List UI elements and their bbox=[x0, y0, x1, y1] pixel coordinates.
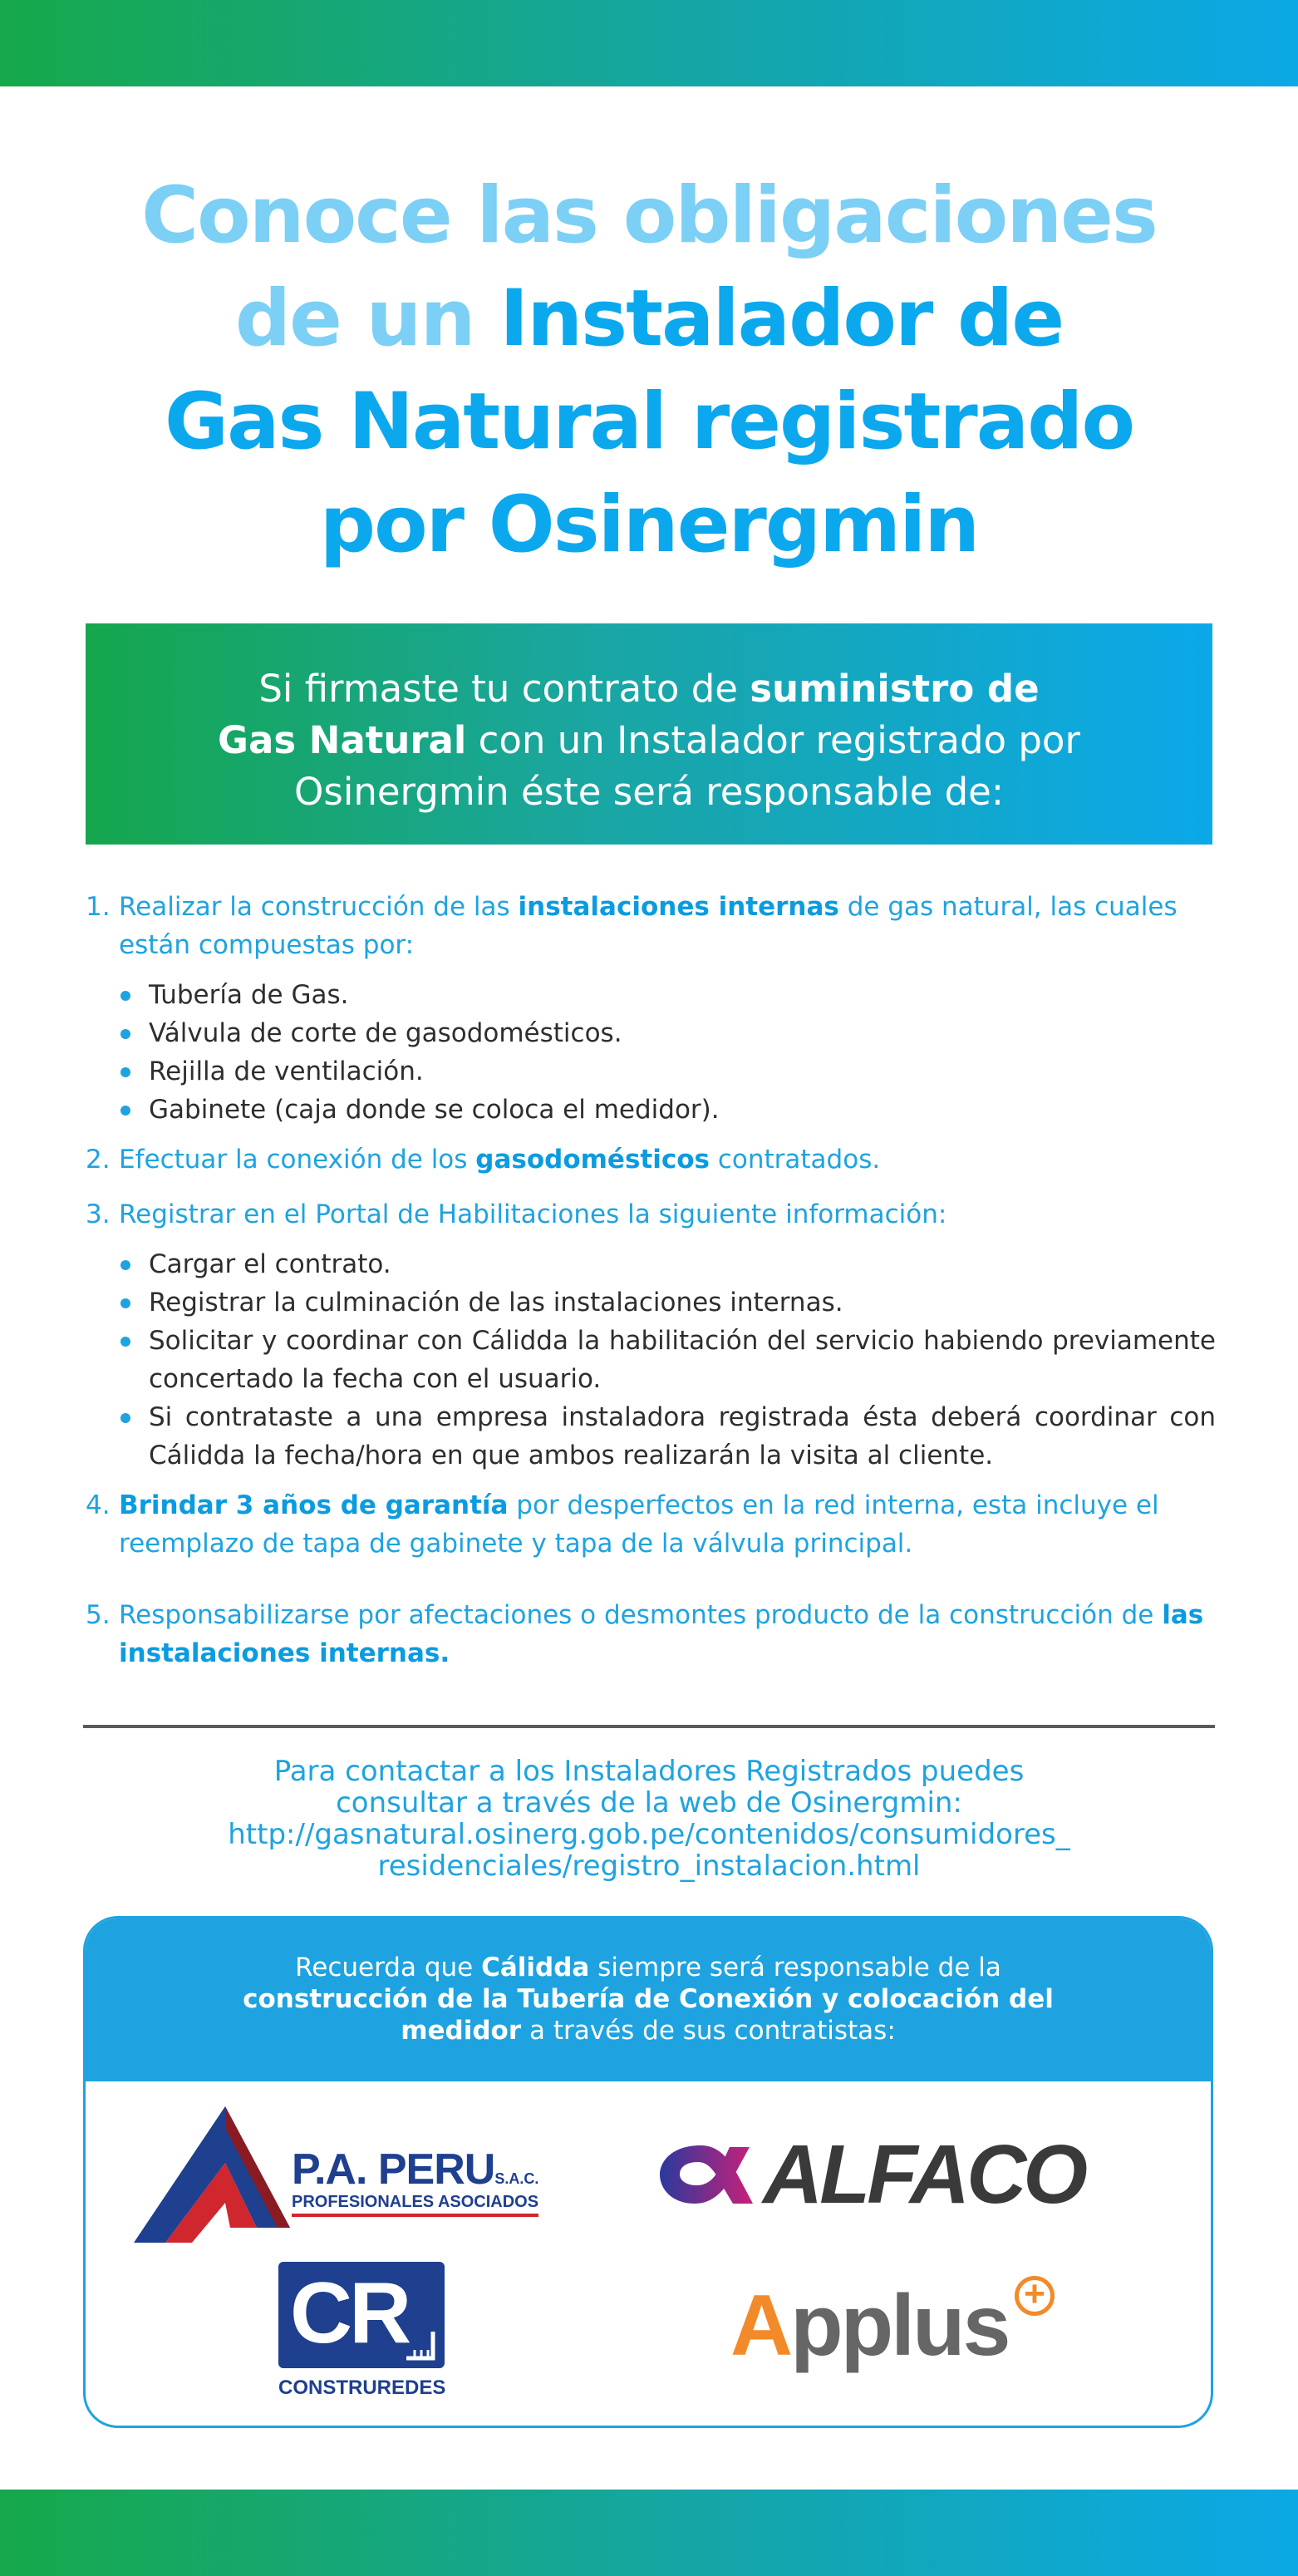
title-line-1: Conoce las obligaciones bbox=[141, 170, 1157, 261]
list-item bbox=[86, 1596, 1216, 1672]
title-line-4: por Osinergmin bbox=[319, 480, 979, 570]
item-text: Efectuar la conexión de los bbox=[119, 1145, 476, 1175]
pa-peru-mark-icon bbox=[132, 2103, 290, 2244]
intro-line-1 bbox=[86, 663, 1212, 715]
bottom-gradient-band bbox=[0, 2490, 1298, 2576]
list-number: 3. bbox=[86, 1199, 111, 1229]
list-number: 5. bbox=[86, 1600, 111, 1630]
pa-peru-logo bbox=[132, 2103, 581, 2244]
top-gradient-band bbox=[0, 0, 1298, 86]
item-text: de gas natural, las cuales están compuestas por: bbox=[119, 892, 1178, 960]
title-line-3: Gas Natural registrado bbox=[164, 377, 1134, 467]
item-text: Responsabilizarse por afectaciones o desmontes producto de la construcción de bbox=[119, 1600, 1163, 1630]
contact-url-line[interactable]: http://gasnatural.osinerg.gob.pe/contenidos/consumidores_ bbox=[228, 1818, 1070, 1851]
sub-list-item: Registrar la culminación de las instalaciones internas. bbox=[119, 1283, 1216, 1322]
intro-text-2: con un Instalador registrado por bbox=[466, 718, 1080, 762]
reminder-bold: Cálidda bbox=[481, 1953, 590, 1982]
item-bold: Brindar 3 años de garantía bbox=[119, 1490, 509, 1520]
alfaco-logo bbox=[655, 2130, 1162, 2222]
item-text: Realizar la construcción de las bbox=[119, 892, 519, 922]
list-item bbox=[86, 888, 1216, 964]
intro-text: Si firmaste tu contrato de bbox=[258, 667, 750, 711]
title-line-2-dark: Instalador de bbox=[499, 273, 1064, 364]
list-item bbox=[86, 1486, 1216, 1563]
plus-icon: + bbox=[1015, 2276, 1055, 2316]
sub-list-item: Válvula de corte de gasodomésticos. bbox=[119, 1014, 1216, 1052]
pa-peru-subtitle: PROFESIONALES ASOCIADOS bbox=[292, 2193, 538, 2217]
list-number: 4. bbox=[86, 1490, 111, 1520]
title-line-2 bbox=[50, 268, 1248, 371]
sub-list-item: Cargar el contrato. bbox=[119, 1245, 1216, 1283]
applus-logo bbox=[730, 2273, 1079, 2384]
intro-banner bbox=[86, 623, 1212, 845]
spacer bbox=[86, 1179, 1216, 1195]
pa-peru-name-text: P.A. PERU bbox=[292, 2145, 495, 2194]
sub-list bbox=[86, 1245, 1216, 1475]
list-item bbox=[86, 1195, 1216, 1234]
applus-initial: A bbox=[730, 2278, 791, 2374]
item-bold: gasodomésticos bbox=[475, 1145, 710, 1175]
item-text: contratados. bbox=[709, 1145, 881, 1175]
reminder-text: Recuerda que bbox=[295, 1953, 482, 1982]
sub-list-item: Rejilla de ventilación. bbox=[119, 1052, 1216, 1091]
contact-line: Para contactar a los Instaladores Registrados puedes bbox=[273, 1755, 1025, 1788]
obligations-list bbox=[86, 888, 1216, 1672]
intro-bold-1: suministro de bbox=[750, 667, 1040, 711]
item-bold: las instalaciones internas. bbox=[119, 1600, 1204, 1668]
spacer bbox=[86, 1579, 1216, 1596]
intro-bold-2: Gas Natural bbox=[218, 718, 467, 762]
sub-list-item: Si contrataste a una empresa instaladora registrada ésta deberá coordinar con Cálidda la fecha/hora en que ambos realizarán la visita al cliente. bbox=[119, 1398, 1216, 1475]
list-item bbox=[86, 1140, 1216, 1179]
reminder-text: a través de sus contratistas: bbox=[521, 2016, 896, 2046]
sub-list bbox=[86, 976, 1216, 1129]
sub-list-item: Tubería de Gas. bbox=[119, 976, 1216, 1014]
intro-line-3: Osinergmin éste será responsable de: bbox=[293, 770, 1005, 814]
alfaco-mark-icon bbox=[655, 2137, 755, 2212]
applus-name bbox=[730, 2276, 1008, 2376]
item-bold: instalaciones internas bbox=[518, 892, 839, 922]
alfaco-name: ALFACO bbox=[763, 2128, 1085, 2221]
spacer bbox=[86, 1563, 1216, 1579]
construredes-mark: CR bbox=[290, 2265, 409, 2362]
item-text: Registrar en el Portal de Habilitaciones la siguiente información: bbox=[119, 1199, 947, 1229]
reminder-line-3 bbox=[86, 2015, 1211, 2047]
title-line-2-light: de un bbox=[234, 273, 500, 364]
contact-url-line[interactable]: residenciales/registro_instalacion.html bbox=[377, 1849, 921, 1883]
intro-line-2 bbox=[86, 715, 1212, 766]
pa-peru-name bbox=[292, 2145, 538, 2194]
contact-info bbox=[86, 1756, 1212, 1882]
sub-list-item: Gabinete (caja donde se coloca el medidor). bbox=[119, 1091, 1216, 1129]
applus-rest: pplus bbox=[790, 2278, 1009, 2374]
divider bbox=[83, 1725, 1215, 1728]
sub-list-item: Solicitar y coordinar con Cálidda la habilitación del servicio habiendo previamente concertado la fecha con el usuario. bbox=[119, 1322, 1216, 1398]
page-title bbox=[50, 165, 1248, 577]
contractors-card bbox=[83, 1916, 1213, 2428]
reminder-bold: medidor bbox=[401, 2016, 522, 2046]
construredes-logo bbox=[278, 2262, 461, 2403]
construredes-name: CONSTRUREDES bbox=[278, 2377, 446, 2399]
list-number: 1. bbox=[86, 892, 111, 922]
reminder-header bbox=[86, 1918, 1211, 2081]
pa-peru-suffix: S.A.C. bbox=[494, 2170, 539, 2187]
reminder-bold: construcción de la Tubería de Conexión y colocación del bbox=[243, 1984, 1054, 2014]
pipe-icon bbox=[403, 2328, 436, 2362]
contact-line: consultar a través de la web de Osinergmin: bbox=[336, 1786, 962, 1820]
list-number: 2. bbox=[86, 1145, 111, 1175]
reminder-line-2 bbox=[86, 1983, 1211, 2015]
construredes-badge bbox=[278, 2262, 445, 2368]
reminder-line-1 bbox=[86, 1952, 1211, 1983]
reminder-text: siempre será responsable de la bbox=[589, 1953, 1001, 1982]
item-text: por desperfectos en la red interna, esta incluye el reemplazo de tapa de gabinete y tapa de la válvula principal. bbox=[119, 1490, 1159, 1559]
